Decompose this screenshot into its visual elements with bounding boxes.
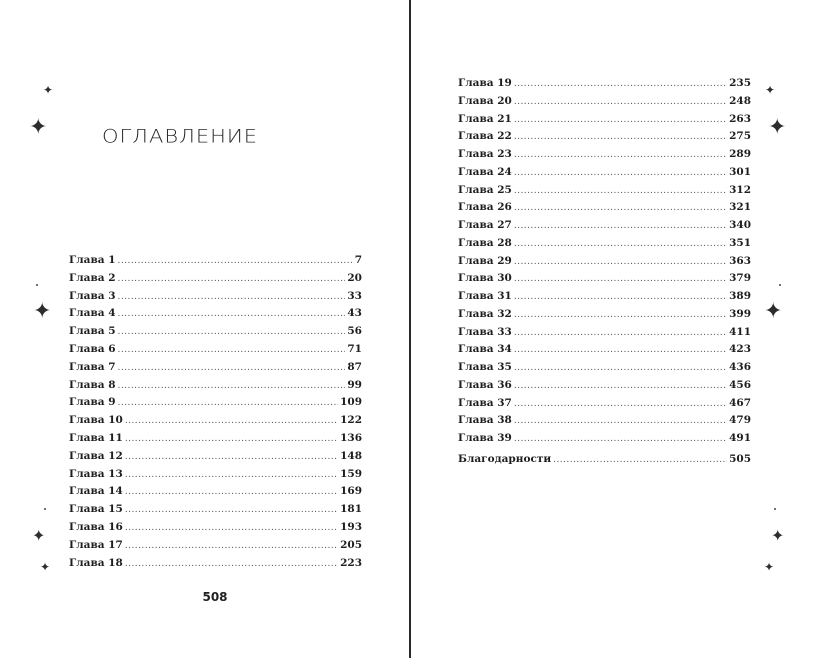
toc-entry[interactable]	[69, 466, 362, 484]
toc-entry-title: Глава 30	[458, 272, 512, 285]
dot-leader	[514, 396, 727, 414]
toc-entry-title: Глава 4	[69, 307, 116, 320]
toc-entry-page: 169	[340, 485, 362, 498]
star-dot-icon	[36, 284, 38, 286]
toc-entry[interactable]	[458, 270, 751, 288]
toc-entry-title: Глава 19	[458, 77, 512, 89]
toc-entry-page: 411	[729, 325, 751, 338]
toc-entry-page: 312	[729, 183, 751, 196]
dot-leader	[514, 218, 727, 236]
dot-leader	[514, 200, 727, 218]
toc-entry[interactable]	[458, 377, 751, 395]
toc-entry-page: 43	[347, 307, 362, 320]
toc-entry-title: Глава 22	[458, 130, 512, 143]
dot-leader	[125, 467, 338, 485]
toc-entry-page: 223	[340, 556, 362, 569]
toc-entry[interactable]	[458, 253, 751, 271]
toc-entry-title: Глава 8	[69, 378, 116, 391]
toc-entry-title: Глава 11	[69, 431, 123, 444]
toc-entry[interactable]	[69, 501, 362, 519]
dot-leader	[514, 360, 727, 378]
toc-entry-title: Глава 12	[69, 449, 123, 462]
toc-entry[interactable]	[69, 305, 362, 323]
toc-entry-title: Глава 33	[458, 325, 512, 338]
toc-entry[interactable]	[69, 555, 362, 573]
toc-entry-page: 159	[340, 467, 362, 480]
toc-entry-page: 456	[729, 378, 751, 391]
toc-entry-page: 340	[729, 219, 751, 231]
dot-leader	[514, 307, 727, 325]
toc-entry-page: 122	[340, 414, 362, 427]
toc-entry[interactable]	[458, 412, 751, 430]
star-dot-icon	[774, 508, 776, 510]
star-dot-icon	[44, 508, 46, 510]
toc-entry-title: Глава 23	[458, 148, 512, 160]
dot-leader	[125, 449, 338, 467]
dot-leader	[118, 253, 353, 271]
dot-leader	[118, 306, 346, 324]
dot-leader	[514, 94, 727, 112]
toc-entry-page: 505	[729, 453, 751, 465]
four-point-star-icon: ✦	[43, 83, 54, 97]
toc-entry[interactable]	[69, 270, 362, 288]
toc-entry-page: 379	[729, 272, 751, 285]
toc-entry-title: Глава 25	[458, 183, 512, 196]
dot-leader	[125, 520, 338, 538]
toc-entry-page: 275	[729, 130, 751, 143]
dot-leader	[118, 324, 346, 342]
dot-leader	[514, 431, 727, 449]
toc-entry-page: 87	[347, 360, 362, 373]
toc-entry[interactable]	[69, 394, 362, 412]
toc-entry-title: Глава 7	[69, 360, 116, 373]
toc-entry-page: 56	[347, 325, 362, 338]
toc-entry-title: Глава 39	[458, 432, 512, 444]
toc-entry-title: Глава 27	[458, 219, 512, 231]
toc-entry[interactable]	[458, 430, 751, 448]
dot-leader	[514, 236, 727, 254]
toc-entry[interactable]	[69, 519, 362, 537]
toc-entry-title: Глава 35	[458, 361, 512, 373]
toc-entry-page: 136	[340, 431, 362, 444]
toc-entry-page: 423	[729, 343, 751, 356]
toc-entry[interactable]	[458, 164, 751, 182]
star-dot-icon	[779, 284, 781, 286]
toc-entry-page: 263	[729, 112, 751, 125]
toc-entry-title: Глава 21	[458, 112, 512, 125]
toc-entry-title: Глава 14	[69, 485, 123, 498]
dot-leader	[514, 76, 727, 94]
toc-entry-page: 389	[729, 290, 751, 302]
dot-leader	[514, 289, 727, 307]
toc-entry[interactable]	[458, 75, 751, 93]
toc-entry-page: 491	[729, 432, 751, 444]
toc-entry[interactable]	[69, 288, 362, 306]
dot-leader	[514, 129, 727, 147]
toc-entry-page: 301	[729, 165, 751, 178]
toc-entry[interactable]	[69, 483, 362, 501]
toc-entry[interactable]	[69, 341, 362, 359]
toc-entry[interactable]	[458, 93, 751, 111]
toc-entry-page: 33	[347, 289, 362, 302]
four-point-star-icon: ✦	[764, 560, 775, 574]
toc-list-extra	[458, 451, 751, 469]
toc-entry-title: Благодарности	[458, 453, 552, 465]
toc-entry[interactable]	[69, 412, 362, 430]
toc-entry-page: 467	[729, 396, 751, 409]
dot-leader	[553, 452, 727, 470]
dot-leader	[514, 254, 727, 272]
four-point-star-icon: ✦	[768, 115, 787, 140]
toc-entry-title: Глава 6	[69, 342, 116, 355]
dot-leader	[125, 502, 338, 520]
toc-list-left	[69, 252, 362, 572]
toc-entry[interactable]	[458, 359, 751, 377]
toc-entry-page: 148	[340, 449, 362, 462]
dot-leader	[514, 165, 727, 183]
toc-entry-title: Глава 36	[458, 378, 512, 391]
toc-entry[interactable]	[458, 128, 751, 146]
toc-entry-page: 235	[729, 77, 751, 89]
toc-entry-title: Глава 9	[69, 396, 116, 409]
toc-entry-title: Глава 13	[69, 467, 123, 480]
toc-entry[interactable]	[458, 235, 751, 253]
four-point-star-icon: ✦	[32, 526, 46, 545]
toc-entry[interactable]	[458, 182, 751, 200]
toc-entry-page: 205	[340, 538, 362, 551]
dot-leader	[118, 289, 346, 307]
toc-entry-page: 436	[729, 361, 751, 373]
dot-leader	[514, 342, 727, 360]
page-title: ОГЛАВЛЕНИЕ	[101, 125, 259, 147]
toc-entry-title: Глава 38	[458, 414, 512, 427]
four-point-star-icon: ✦	[764, 299, 783, 324]
dot-leader	[514, 271, 727, 289]
toc-entry[interactable]	[458, 146, 751, 164]
toc-entry-page: 351	[729, 236, 751, 249]
toc-entry-title: Глава 17	[69, 538, 123, 551]
toc-entry-title: Глава 15	[69, 503, 123, 516]
dot-leader	[514, 183, 727, 201]
toc-entry[interactable]	[458, 217, 751, 235]
toc-entry-title: Глава 32	[458, 307, 512, 320]
toc-entry-page: 7	[354, 254, 362, 266]
toc-entry-title: Глава 18	[69, 556, 123, 569]
toc-entry-acknowledgements[interactable]	[458, 451, 751, 469]
toc-entry-title: Глава 20	[458, 94, 512, 107]
toc-entry-title: Глава 34	[458, 343, 512, 356]
dot-leader	[125, 484, 338, 502]
dot-leader	[118, 342, 346, 360]
toc-entry[interactable]	[458, 395, 751, 413]
dot-leader	[514, 378, 727, 396]
toc-entry[interactable]	[458, 288, 751, 306]
four-point-star-icon: ✦	[765, 83, 776, 97]
toc-entry[interactable]	[69, 377, 362, 395]
dot-leader	[514, 413, 727, 431]
toc-entry-page: 289	[729, 148, 751, 160]
toc-entry-title: Глава 28	[458, 236, 512, 249]
toc-entry-title: Глава 2	[69, 271, 116, 284]
toc-entry-page: 193	[340, 520, 362, 533]
four-point-star-icon: ✦	[771, 526, 785, 545]
toc-entry[interactable]	[69, 448, 362, 466]
toc-entry[interactable]	[458, 111, 751, 129]
toc-entry[interactable]	[69, 359, 362, 377]
toc-entry-page: 248	[729, 94, 751, 107]
dot-leader	[514, 112, 727, 130]
toc-entry[interactable]	[69, 323, 362, 341]
toc-entry[interactable]	[458, 324, 751, 342]
dot-leader	[118, 271, 346, 289]
four-point-star-icon: ✦	[33, 299, 52, 324]
toc-entry-page: 20	[347, 271, 362, 284]
toc-entry-title: Глава 3	[69, 289, 116, 302]
four-point-star-icon: ✦	[40, 560, 51, 574]
toc-entry-page: 71	[347, 342, 362, 355]
dot-leader	[118, 395, 339, 413]
toc-entry-page: 479	[729, 414, 751, 427]
toc-entry[interactable]	[458, 306, 751, 324]
toc-entry[interactable]	[69, 537, 362, 555]
toc-entry-title: Глава 10	[69, 414, 123, 427]
toc-entry-title: Глава 24	[458, 165, 512, 178]
toc-entry-title: Глава 1	[69, 254, 116, 266]
toc-entry-page: 321	[729, 201, 751, 214]
toc-entry-page: 109	[340, 396, 362, 409]
dot-leader	[514, 325, 727, 343]
toc-entry-title: Глава 31	[458, 290, 512, 302]
toc-entry-title: Глава 5	[69, 325, 116, 338]
toc-entry[interactable]	[458, 199, 751, 217]
toc-list-right	[458, 75, 751, 448]
toc-entry-page: 363	[729, 254, 751, 267]
page-number: 508	[202, 590, 228, 604]
toc-entry-title: Глава 37	[458, 396, 512, 409]
dot-leader	[514, 147, 727, 165]
toc-entry[interactable]	[458, 341, 751, 359]
toc-entry-page: 99	[347, 378, 362, 391]
dot-leader	[118, 360, 346, 378]
dot-leader	[118, 378, 346, 396]
four-point-star-icon: ✦	[29, 115, 48, 140]
toc-entry-title: Глава 16	[69, 520, 123, 533]
toc-entry[interactable]	[69, 430, 362, 448]
dot-leader	[125, 538, 338, 556]
dot-leader	[125, 556, 338, 574]
toc-entry[interactable]	[69, 252, 362, 270]
dot-leader	[125, 431, 338, 449]
toc-entry-title: Глава 26	[458, 201, 512, 214]
toc-entry-title: Глава 29	[458, 254, 512, 267]
dot-leader	[125, 413, 338, 431]
toc-entry-page: 181	[340, 503, 362, 516]
toc-entry-page: 399	[729, 307, 751, 320]
